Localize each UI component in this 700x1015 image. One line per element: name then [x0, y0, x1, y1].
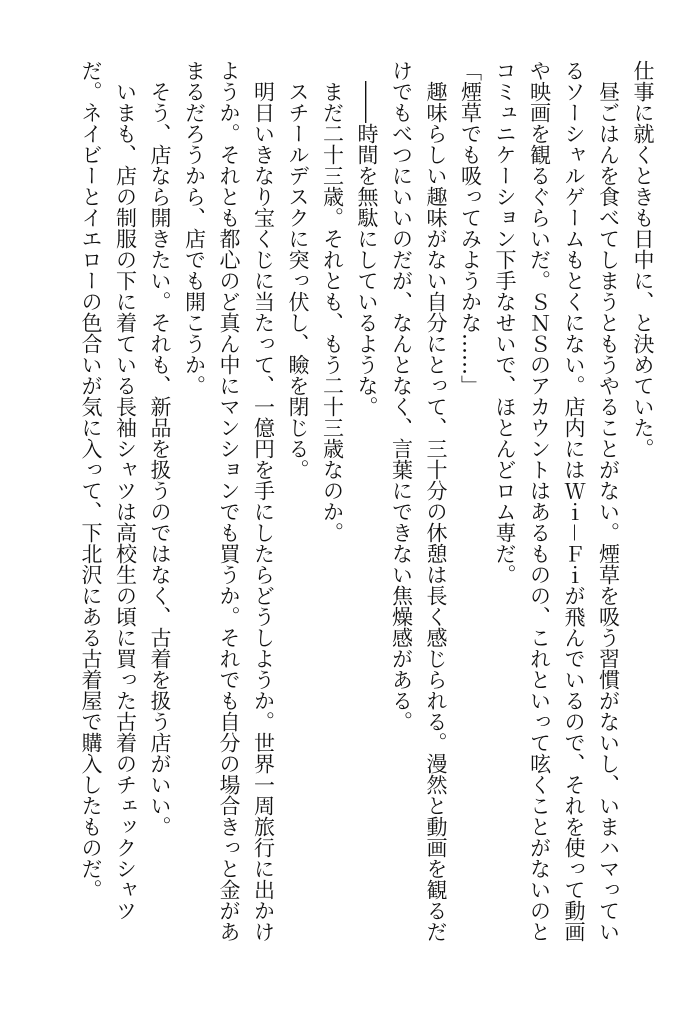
text-line-11: スチールデスクに突っ伏し、瞼を閉じる。 — [286, 81, 310, 480]
text-line-13: ようか。それとも都心のど真ん中にマンションでも買うか。それでも自分の場合きっと金があ — [217, 60, 241, 942]
text-line-6: 「煙草でも吸ってみようかな……」 — [458, 60, 483, 396]
text-line-4: や映画を観るぐらいだ。ＳＮＳのアカウントはあるものの、これといって呟くことがないのと — [527, 60, 552, 942]
text-line-5: コミュニケーション下手なせいで、ほとんどロム専だ。 — [493, 60, 517, 585]
text-line-16: いまも、店の制服の下に着ている長袖シャツは高校生の頃に買った古着のチェックシャツ — [113, 81, 138, 921]
text-line-3: るソーシャルゲームもとくにない。店内にはＷｉ－Ｆｉが飛んでいるので、それを使って動画 — [562, 60, 586, 942]
text-line-9: ――時間を無駄にしているような。 — [355, 81, 379, 417]
text-line-17: だ。ネイビーとイエローの色合いが気に入って、下北沢にある古着屋で購入したものだ。 — [79, 60, 103, 900]
text-line-15: そう、店なら開きたい。それも、新品を扱うのではなく、古着を扱う店がいい。 — [148, 81, 172, 837]
text-line-2: 昼ごはんを食べてしまうともうやることがない。煙草を吸う習慣がないし、いまハマってい — [596, 81, 621, 942]
text-line-8: けでもべつにいいのだが、なんとなく、言葉にできない焦燥感がある。 — [389, 60, 414, 732]
text-line-1: 仕事に就くときも日中に、と決めていた。 — [631, 60, 655, 459]
text-line-14: まるだろうから、店でも開こうか。 — [182, 60, 207, 396]
text-line-12: 明日いきなり宝くじに当たって、一億円を手にしたらどうしようか。世界一周旅行に出かけ — [251, 81, 276, 942]
vertical-text-body — [20, 60, 660, 950]
text-line-7: 趣味らしい趣味がない自分にとって、三十分の休憩は長く感じられる。漫然と動画を観るだ — [424, 81, 448, 942]
text-line-10: まだ二十三歳。それとも、もう二十三歳なのか。 — [320, 81, 345, 543]
